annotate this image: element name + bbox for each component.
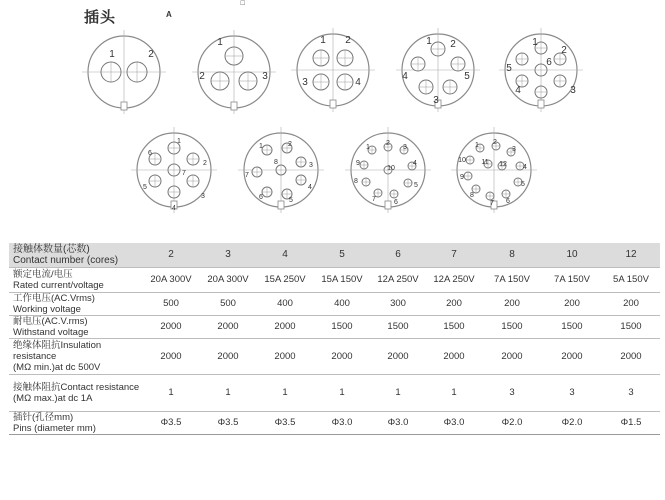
pin xyxy=(296,157,306,167)
pin-label: 10 xyxy=(387,165,395,172)
pin xyxy=(262,145,272,155)
pin-label: 1 xyxy=(366,144,370,151)
spec-cell: Φ3.0 xyxy=(387,417,409,428)
spec-cell: 300 xyxy=(390,298,406,309)
row-label-cn: 耐电压(AC.V.rms) xyxy=(13,315,88,327)
row-label-en: (MΩ max.)at dc 1A xyxy=(13,392,93,404)
spec-cell: 3 xyxy=(628,387,634,398)
pin xyxy=(486,192,494,200)
spec-cell: Φ3.5 xyxy=(274,417,296,428)
pin-label: 2 xyxy=(203,160,207,167)
spec-cell: 2000 xyxy=(387,350,409,362)
spec-cell: Φ3.5 xyxy=(160,417,182,428)
spec-cell: Φ3.0 xyxy=(331,417,353,428)
pin xyxy=(252,167,262,177)
pin-label: 2 xyxy=(450,39,456,50)
spec-cell: 8 xyxy=(482,243,542,267)
pin-label: 2 xyxy=(493,139,497,146)
spec-row xyxy=(9,411,660,434)
spec-cell: 500 xyxy=(163,298,179,309)
spec-cell: 200 xyxy=(623,298,639,309)
pin-label: 11 xyxy=(481,159,489,166)
spec-cell: 1 xyxy=(168,387,174,398)
spec-cell: Φ2.0 xyxy=(501,417,523,428)
spec-cell: 4 xyxy=(256,243,314,267)
pin-label: 2 xyxy=(148,49,154,60)
spec-cell: 2000 xyxy=(160,321,182,332)
row-label-en: (MΩ min.)at dc 500V xyxy=(13,361,101,373)
pin-label: 2 xyxy=(386,140,390,147)
pin xyxy=(360,161,368,169)
spec-cell: 2000 xyxy=(443,350,465,362)
connector-3-pin xyxy=(192,30,276,114)
pin-label: 3 xyxy=(512,146,516,153)
row-label-cn: 接触体阻抗Contact resistance xyxy=(13,381,140,393)
spec-cell: 6 xyxy=(370,243,426,267)
pin xyxy=(168,164,180,176)
spec-cell: 2000 xyxy=(274,350,296,362)
pin-label: 3 xyxy=(403,144,407,151)
spec-cell: 10 xyxy=(542,243,602,267)
pin-label: 6 xyxy=(259,194,263,201)
pin xyxy=(101,62,121,82)
spec-cell: 2000 xyxy=(160,350,182,362)
spec-cell: 2000 xyxy=(274,321,296,332)
pin-label: 6 xyxy=(394,199,398,206)
spec-cell: 12 xyxy=(602,243,660,267)
pin-label: 10 xyxy=(458,157,466,164)
spec-cell: 1 xyxy=(282,387,288,398)
spec-cell: 1500 xyxy=(561,321,583,332)
spec-cell: 1500 xyxy=(620,321,642,332)
row-label xyxy=(9,292,142,315)
pin-label: 7 xyxy=(490,200,494,207)
pin-label: 5 xyxy=(414,182,418,189)
spec-row xyxy=(9,374,660,411)
row-label-en: Working voltage xyxy=(13,303,81,315)
key-notch xyxy=(538,100,544,108)
pin-label: 5 xyxy=(521,181,525,188)
pin-label: 8 xyxy=(354,178,358,185)
key-notch xyxy=(231,102,237,110)
pin-label: 4 xyxy=(355,77,361,88)
pin xyxy=(187,175,199,187)
pin-label: 5 xyxy=(143,184,147,191)
spec-cell: 20A 300V xyxy=(150,274,192,285)
pin xyxy=(390,190,398,198)
header-mark: ☐ xyxy=(240,1,246,7)
spec-cell: 12A 250V xyxy=(377,274,419,285)
spec-cell: 200 xyxy=(504,298,520,309)
pin-label: 5 xyxy=(289,197,293,204)
pin xyxy=(554,75,566,87)
pin-label: 3 xyxy=(262,71,268,82)
row-label xyxy=(9,374,142,411)
spec-cell: 2000 xyxy=(217,350,239,362)
row-label-en: Contact number (cores) xyxy=(13,254,119,266)
spec-cell: 3 xyxy=(509,387,515,398)
pin-label: 3 xyxy=(302,77,308,88)
pin xyxy=(362,178,370,186)
spec-cell: 1500 xyxy=(387,321,409,332)
pin-label: 1 xyxy=(532,37,538,48)
pin-label: 1 xyxy=(217,37,223,48)
pin-label: 5 xyxy=(464,71,470,82)
pin xyxy=(431,42,445,56)
pin-label: 2 xyxy=(288,141,292,148)
pin xyxy=(337,50,353,66)
row-label-cn: 工作电压(AC.Vrms) xyxy=(13,292,95,304)
spec-cell: Φ3.5 xyxy=(217,417,239,428)
pin-label: 12 xyxy=(499,161,507,168)
pin xyxy=(419,80,433,94)
pin xyxy=(313,50,329,66)
row-label xyxy=(9,338,142,374)
key-notch xyxy=(330,100,336,108)
pin xyxy=(535,86,547,98)
pin-label: 6 xyxy=(148,150,152,157)
pin-label: 3 xyxy=(570,85,576,96)
pin-label: 4 xyxy=(308,184,312,191)
key-notch xyxy=(278,201,284,209)
spec-table xyxy=(9,243,660,435)
connector-7-pin xyxy=(131,127,217,213)
spec-cell: Φ1.5 xyxy=(620,417,642,428)
pin xyxy=(276,165,286,175)
connector-5-pin xyxy=(396,28,480,112)
pin xyxy=(411,57,425,71)
connector-6-pin xyxy=(499,28,583,112)
row-label-cn: 插针(孔径mm) xyxy=(13,411,74,423)
pin-label: 3 xyxy=(309,162,313,169)
pin-label: 2 xyxy=(561,45,567,56)
row-label xyxy=(9,243,142,267)
row-label-cn: 接触体数量(芯数) xyxy=(13,243,90,255)
spec-cell: 2 xyxy=(142,243,200,267)
row-label xyxy=(9,411,142,434)
spec-cell: 2000 xyxy=(561,350,583,362)
pin-label: 7 xyxy=(372,196,376,203)
connector-2-pin xyxy=(82,30,166,114)
pin-label: 7 xyxy=(182,170,186,177)
pin xyxy=(443,80,457,94)
spec-cell: 1500 xyxy=(443,321,465,332)
pin xyxy=(149,175,161,187)
pin-label: 1 xyxy=(475,142,479,149)
pin-label: 4 xyxy=(172,205,176,212)
pin xyxy=(466,156,474,164)
spec-cell: 5A 150V xyxy=(613,274,649,285)
row-label xyxy=(9,267,142,292)
spec-cell: 400 xyxy=(334,298,350,309)
row-label-en: Withstand voltage xyxy=(13,326,89,338)
spec-row xyxy=(9,338,660,374)
spec-cell: 7A 150V xyxy=(554,274,590,285)
spec-cell: 20A 300V xyxy=(207,274,249,285)
row-label-en: Pins (diameter mm) xyxy=(13,422,96,434)
pin xyxy=(404,179,412,187)
pin-label: 4 xyxy=(402,71,408,82)
pin-label: 2 xyxy=(345,35,351,46)
spec-cell: 7 xyxy=(426,243,482,267)
spec-row xyxy=(9,267,660,292)
spec-cell: 1 xyxy=(339,387,345,398)
pin xyxy=(516,53,528,65)
spec-cell: 1500 xyxy=(331,321,353,332)
pin xyxy=(127,62,147,82)
pin xyxy=(313,74,329,90)
spec-row xyxy=(9,315,660,338)
connector-10-pin xyxy=(345,127,431,213)
pin xyxy=(502,190,510,198)
pin-label: 9 xyxy=(356,160,360,167)
pin xyxy=(239,72,257,90)
pin xyxy=(225,47,243,65)
pin-label: 8 xyxy=(274,159,278,166)
pin-label: 1 xyxy=(259,143,263,150)
key-notch xyxy=(121,102,127,110)
spec-cell: 1500 xyxy=(501,321,523,332)
spec-cell: 7A 150V xyxy=(494,274,530,285)
spec-cell: 2000 xyxy=(620,350,642,362)
spec-cell: 15A 250V xyxy=(264,274,306,285)
spec-cell: 3 xyxy=(200,243,256,267)
pin-label: 7 xyxy=(245,172,249,179)
pin-label: 8 xyxy=(470,192,474,199)
spec-cell: 1 xyxy=(225,387,231,398)
pin xyxy=(451,57,465,71)
pin-label: 2 xyxy=(199,71,205,82)
spec-row xyxy=(9,292,660,315)
row-label-cn: 绝缘体阻抗Insulation resistance xyxy=(13,339,102,362)
spec-cell: 1 xyxy=(451,387,457,398)
connector-4-pin xyxy=(291,28,375,112)
spec-cell: 500 xyxy=(220,298,236,309)
connector-diagrams xyxy=(0,0,665,240)
pin-label: 3 xyxy=(201,193,205,200)
pin-label: 4 xyxy=(413,160,417,167)
spec-cell: 3 xyxy=(569,387,575,398)
spec-cell: 200 xyxy=(446,298,462,309)
pin-label: 9 xyxy=(460,174,464,181)
spec-cell: 2000 xyxy=(217,321,239,332)
pin-label: 6 xyxy=(546,57,552,68)
pin-label: 1 xyxy=(177,138,181,145)
pin xyxy=(262,187,272,197)
connector-8-pin xyxy=(238,127,324,213)
spec-cell: 200 xyxy=(564,298,580,309)
row-label-cn: 额定电流/电压 xyxy=(13,268,73,280)
spec-cell: 400 xyxy=(277,298,293,309)
spec-cell: 1 xyxy=(395,387,401,398)
pin-label: 4 xyxy=(515,85,521,96)
row-label xyxy=(9,315,142,338)
header-badge: A xyxy=(166,10,172,19)
pin xyxy=(187,153,199,165)
pin xyxy=(296,175,306,185)
pin-label: 4 xyxy=(523,164,527,171)
row-label-en: Rated current/voltage xyxy=(13,279,104,291)
key-notch xyxy=(385,201,391,209)
pin-label: 1 xyxy=(109,49,115,60)
pin xyxy=(464,172,472,180)
pin xyxy=(337,74,353,90)
pin-label: 6 xyxy=(506,198,510,205)
spec-cell: Φ3.0 xyxy=(443,417,465,428)
pin-label: 1 xyxy=(320,35,326,46)
pin-label: 5 xyxy=(506,63,512,74)
spec-row xyxy=(9,243,660,267)
spec-cell: 2000 xyxy=(501,350,523,362)
pin-label: 1 xyxy=(426,36,432,47)
spec-cell: Φ2.0 xyxy=(561,417,583,428)
pin-label: 3 xyxy=(433,95,439,106)
spec-cell: 12A 250V xyxy=(433,274,475,285)
spec-cell: 5 xyxy=(314,243,370,267)
pin xyxy=(211,72,229,90)
pin xyxy=(168,186,180,198)
connector-12-pin xyxy=(451,127,537,213)
pin xyxy=(535,64,547,76)
header-title: 插头 xyxy=(84,9,117,26)
spec-cell: 15A 150V xyxy=(321,274,363,285)
spec-cell: 2000 xyxy=(331,350,353,362)
